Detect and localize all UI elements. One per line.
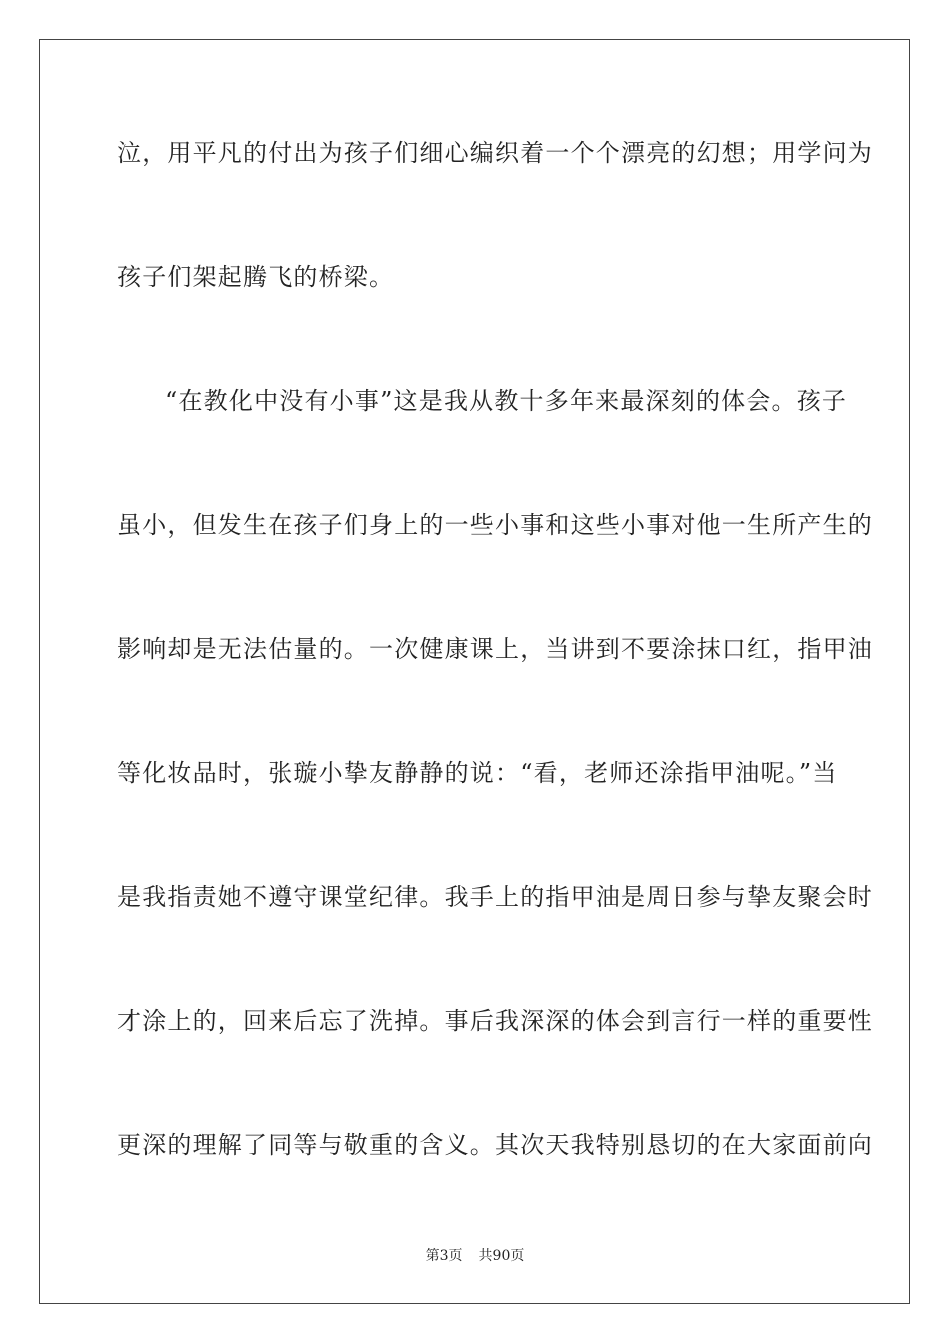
text-line: 影响却是无法估量的。一次健康课上，当讲到不要涂抹口红，指甲油 xyxy=(117,635,873,663)
text-line: 是我指责她不遵守课堂纪律。我手上的指甲油是周日参与挚友聚会时 xyxy=(117,883,873,911)
text-line: 才涂上的，回来后忘了洗掉。事后我深深的体会到言行一样的重要性 xyxy=(117,1007,873,1035)
total-pages: 共90页 xyxy=(478,1248,525,1264)
paragraph-start-line: “在教化中没有小事”这是我从教十多年来最深刻的体会。孩子 xyxy=(165,387,848,415)
text-line: 泣，用平凡的付出为孩子们细心编织着一个个漂亮的幻想；用学问为 xyxy=(117,139,873,167)
text-line: 孩子们架起腾飞的桥梁。 xyxy=(117,263,395,291)
page-footer xyxy=(0,1247,950,1265)
text-line: 等化妆品时，张璇小挚友静静的说：“看，老师还涂指甲油呢。”当 xyxy=(117,759,838,787)
page-border xyxy=(39,39,910,1304)
text-line: 虽小，但发生在孩子们身上的一些小事和这些小事对他一生所产生的 xyxy=(117,511,873,539)
page-number: 第3页 xyxy=(425,1248,463,1264)
text-line: 更深的理解了同等与敬重的含义。其次天我特别恳切的在大家面前向 xyxy=(117,1131,873,1159)
